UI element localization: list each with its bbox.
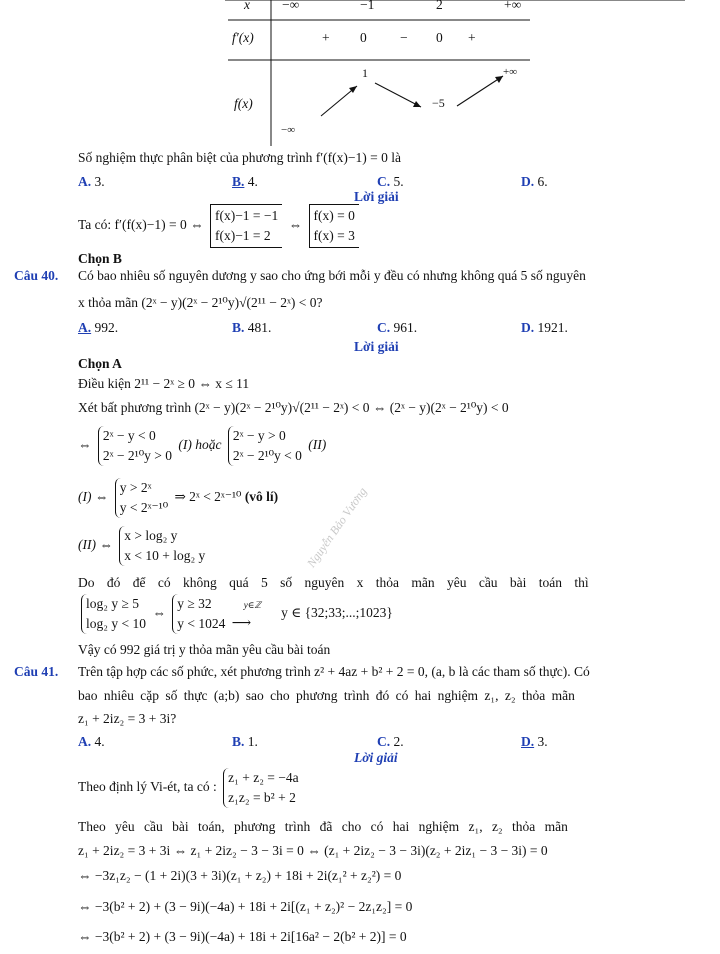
q40-solution-heading: Lời giải <box>354 339 399 354</box>
system-brace: x > log₂ y x < 10 + log₂ y <box>119 526 205 566</box>
q41-vieta: Theo định lý Vi-ét, ta có : z₁ + z₂ = −4a z₁z₂ = b² + 2 <box>78 768 302 808</box>
q41-line3: z₁ + 2iz₂ = 3 + 3i? <box>78 711 177 726</box>
fprime-sign: + <box>322 30 330 45</box>
q41-line1: Trên tập hợp các số phức, xét phương trình z² + 4az + b² + 2 = 0, (a, b là các tham số thực). Có <box>78 664 590 679</box>
system-brace: 2ˣ − y > 0 2ˣ − 2¹⁰y < 0 <box>228 426 302 466</box>
q40-line1: Có bao nhiêu số nguyên dương y sao cho ứng bới mỗi y đều có nhưng không quá 5 số nguyên <box>78 268 586 283</box>
f-value: −5 <box>432 96 445 110</box>
option-b: B. 4. <box>232 174 258 189</box>
option-a: A. 3. <box>78 174 105 189</box>
option-a: A. 992. <box>78 320 119 335</box>
q40-conclusion: Vậy có 992 giá trị y thỏa mãn yêu cầu bài toán <box>78 642 331 657</box>
watermark: Nguyễn Bảo Vương <box>303 484 370 570</box>
q41-label: Câu 41. <box>14 664 59 679</box>
q41-eq1: z₁ + 2iz₂ = 3 + 3i ⇔ z₁ + 2iz₂ − 3 − 3i = 0 ⇔ (z₁ + 2iz₂ − 3 − 3i)(z₂ + 2iz₁ − 3 − 3i) = 0 <box>78 843 548 858</box>
q40-do-do: Do đó để có không quá 5 số nguyên x thỏa mãn yêu cầu bài toán thì <box>78 575 589 590</box>
q40-final: log₂ y ≥ 5 log₂ y < 10 ⇔ y ≥ 32 y < 1024 y∈ℤ ⟶ y ∈ {32;33;...;1023} <box>78 594 393 634</box>
x-value: −∞ <box>282 0 300 12</box>
fprime-sign: 0 <box>436 30 443 45</box>
q40-cases: ⇔ 2ˣ − y < 0 2ˣ − 2¹⁰y > 0 (I) hoặc 2ˣ − y > 0 2ˣ − 2¹⁰y < 0 (II) <box>78 426 326 466</box>
system-brace: 2ˣ − y < 0 2ˣ − 2¹⁰y > 0 <box>98 426 172 466</box>
q40-case-i: (I) ⇔ y > 2ˣ y < 2ˣ⁻¹⁰ ⇒ 2ˣ < 2ˣ⁻¹⁰ (vô lí) <box>78 478 278 518</box>
row-fprime-label: f′(x) <box>232 30 254 45</box>
f-value: 1 <box>362 66 368 80</box>
x-value: −1 <box>360 0 375 12</box>
q41-solution-heading: Lời giải <box>354 750 398 765</box>
fprime-sign: − <box>400 30 408 45</box>
row-f-label: f(x) <box>234 96 253 111</box>
system-bracket: f(x)−1 = −1 f(x)−1 = 2 <box>210 204 282 248</box>
q40-case-ii: (II) ⇔ x > log₂ y x < 10 + log₂ y <box>78 526 208 566</box>
q39-answer: Chọn B <box>78 251 122 266</box>
x-value: 2 <box>436 0 443 12</box>
option-c: C. 2. <box>377 734 404 749</box>
q41-eq4: ⇔ −3(b² + 2) + (3 − 9i)(−4a) + 18i + 2i[16a² − 2(b² + 2)] = 0 <box>78 929 407 944</box>
q40-label: Câu 40. <box>14 268 59 283</box>
fprime-sign: + <box>468 30 476 45</box>
q40-condition: Điều kiện 2¹¹ − 2ˣ ≥ 0 ⇔ x ≤ 11 <box>78 376 250 391</box>
q39-solution: Ta có: f′(f(x)−1) = 0 ⇔ f(x)−1 = −1 f(x)−1 = 2 ⇔ f(x) = 0 f(x) = 3 <box>78 204 362 248</box>
f-value: −∞ <box>281 124 296 136</box>
q40-answer: Chọn A <box>78 356 122 371</box>
q40-line2: x thỏa mãn (2ˣ − y)(2ˣ − 2¹⁰y)√(2¹¹ − 2ˣ) < 0? <box>78 295 323 310</box>
system-brace: log₂ y ≥ 5 log₂ y < 10 <box>81 594 146 634</box>
q41-line2: bao nhiêu cặp số thực (a;b) sao cho phương trình đó có hai nghiệm z₁, z₂ thỏa mãn <box>78 688 575 703</box>
q39-solution-heading: Lời giải <box>354 189 399 204</box>
option-a: A. 4. <box>78 734 105 749</box>
x-value: +∞ <box>504 0 522 12</box>
system-brace: z₁ + z₂ = −4a z₁z₂ = b² + 2 <box>223 768 298 808</box>
q41-eq3: ⇔ −3(b² + 2) + (3 − 9i)(−4a) + 18i + 2i[(z₁ + z₂)² − 2z₁z₂] = 0 <box>78 899 413 914</box>
option-b: B. 1. <box>232 734 258 749</box>
option-d: D. 3. <box>521 734 548 749</box>
q40-xet: Xét bất phương trình (2ˣ − y)(2ˣ − 2¹⁰y)√(2¹¹ − 2ˣ) < 0 ⇔ (2ˣ − y)(2ˣ − 2¹⁰y) < 0 <box>78 400 509 415</box>
fprime-sign: 0 <box>360 30 367 45</box>
q39-prompt: Số nghiệm thực phân biệt của phương trình f′(f(x)−1) = 0 là <box>78 150 402 165</box>
q41-requirement: Theo yêu cầu bài toán, phương trình đã cho có hai nghiệm z₁, z₂ thỏa mãn <box>78 819 568 834</box>
option-c: C. 5. <box>377 174 404 189</box>
system-brace: y > 2ˣ y < 2ˣ⁻¹⁰ <box>115 478 168 518</box>
q41-eq2: ⇔ −3z₁z₂ − (1 + 2i)(3 + 3i)(z₁ + z₂) + 18i + 2i(z₁² + z₂²) = 0 <box>78 868 402 883</box>
option-c: C. 961. <box>377 320 418 335</box>
implies-arrow: y∈ℤ ⟶ <box>231 600 262 630</box>
ta-co-text: Ta có: f′(f(x)−1) = 0 ⇔ <box>78 217 204 233</box>
option-d: D. 6. <box>521 174 548 189</box>
system-brace: y ≥ 32 y < 1024 <box>172 594 225 634</box>
option-b: B. 481. <box>232 320 272 335</box>
system-bracket: f(x) = 0 f(x) = 3 <box>309 204 359 248</box>
row-x-label: x <box>244 0 250 12</box>
f-value: +∞ <box>503 66 518 78</box>
option-d: D. 1921. <box>521 320 568 335</box>
